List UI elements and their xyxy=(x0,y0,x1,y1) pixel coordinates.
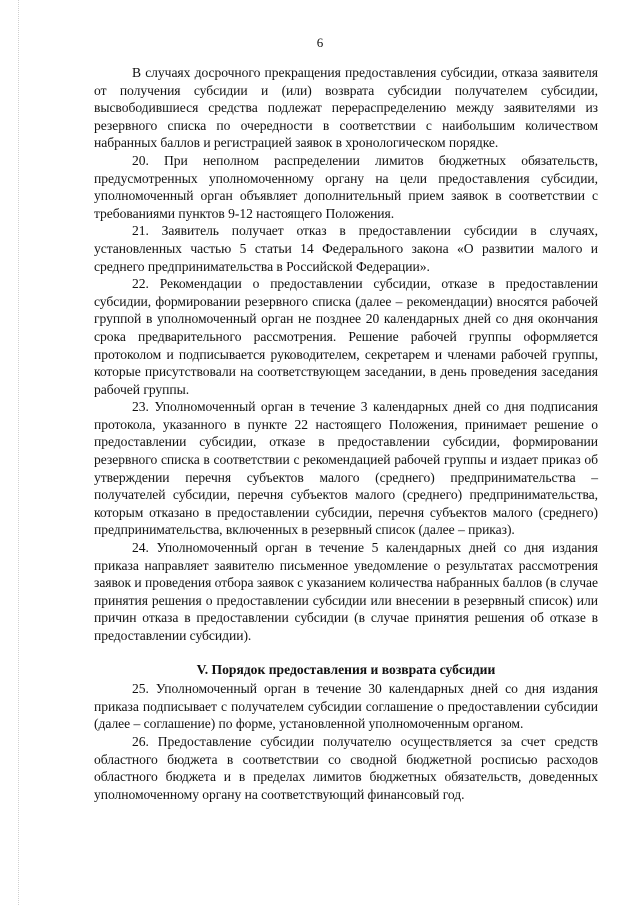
document-body xyxy=(94,64,598,803)
scan-edge-line xyxy=(18,0,19,905)
paragraph-19-continuation: В случаях досрочного прекращения предоставления субсидии, отказа заявителя от получения субсидии и (или) возврата субсидии получателем субсидии, высвободившиеся средства подлежат перераспределению между заявителями из резервного списка по очередности в соответствии с наибольшим количеством набранных баллов и регистрацией заявок в хронологическом порядке. xyxy=(94,65,598,151)
paragraph-25: 25. Уполномоченный орган в течение 30 календарных дней со дня издания приказа подписывает с получателем субсидии соглашение о предоставлении субсидии (далее – соглашение) по форме, установленной уполномоченным органом. xyxy=(94,681,598,732)
paragraph-26: 26. Предоставление субсидии получателю осуществляется за счет средств областного бюджета в соответствии со сводной бюджетной росписью расходов областного бюджета и в пределах лимитов бюджетных обязательств, доведенных уполномоченному органу на соответствующий финансовый год. xyxy=(94,733,598,802)
paragraph-20: 20. При неполном распределении лимитов бюджетных обязательств, предусмотренных уполномоченному органу на цели предоставления субсидии, уполномоченный орган объявляет дополнительный прием заявок в соответствии с требованиями пунктов 9-12 настоящего Положения. xyxy=(94,152,598,221)
paragraph-22: 22. Рекомендации о предоставлении субсидии, отказе в предоставлении субсидии, формировании резервного списка (далее – рекомендации) вносятся рабочей группой в уполномоченный орган не позднее 20 календарных дней со дня окончания срока предварительного рассмотрения. Решение рабочей группы оформляется протоколом и подписывается руководителем, секретарем и членами рабочей группы, которые присутствовали на соответствующем заседании, в день проведения заседания рабочей группы. xyxy=(94,276,598,397)
page-number: 6 xyxy=(316,35,324,50)
paragraph-23: 23. Уполномоченный орган в течение 3 календарных дней со дня подписания протокола, указанного в пункте 22 настоящего Положения, принимает решение о предоставлении субсидии, отказе в предоставлении субсидии, формировании резервного списка в соответствии с рекомендацией рабочей группы и издает приказ об утверждении перечня субъектов малого (среднего) предпринимательства – получателей субсидии, перечня субъектов малого (среднего) предпринимательства, которым отказано в предоставлении субсидии, перечня субъектов малого (среднего) предпринимательства, включенных в резервный список (далее – приказ). xyxy=(94,399,598,538)
paragraph-21: 21. Заявитель получает отказ в предоставлении субсидии в случаях, установленных частью 5 статьи 14 Федерального закона «О развитии малого и среднего предпринимательства в Российской Федерации». xyxy=(94,223,598,274)
paragraph-24: 24. Уполномоченный орган в течение 5 календарных дней со дня издания приказа направляет заявителю письменное уведомление о результатах рассмотрения заявок и проведения отбора заявок с указанием количества набранных баллов (в случае принятия решения о предоставлении субсидии или внесении в резервный список) или причин отказа в предоставлении субсидии (в случае принятия решения об отказе в предоставлении субсидии). xyxy=(94,540,598,643)
section-heading: V. Порядок предоставления и возврата субсидии xyxy=(196,661,496,677)
